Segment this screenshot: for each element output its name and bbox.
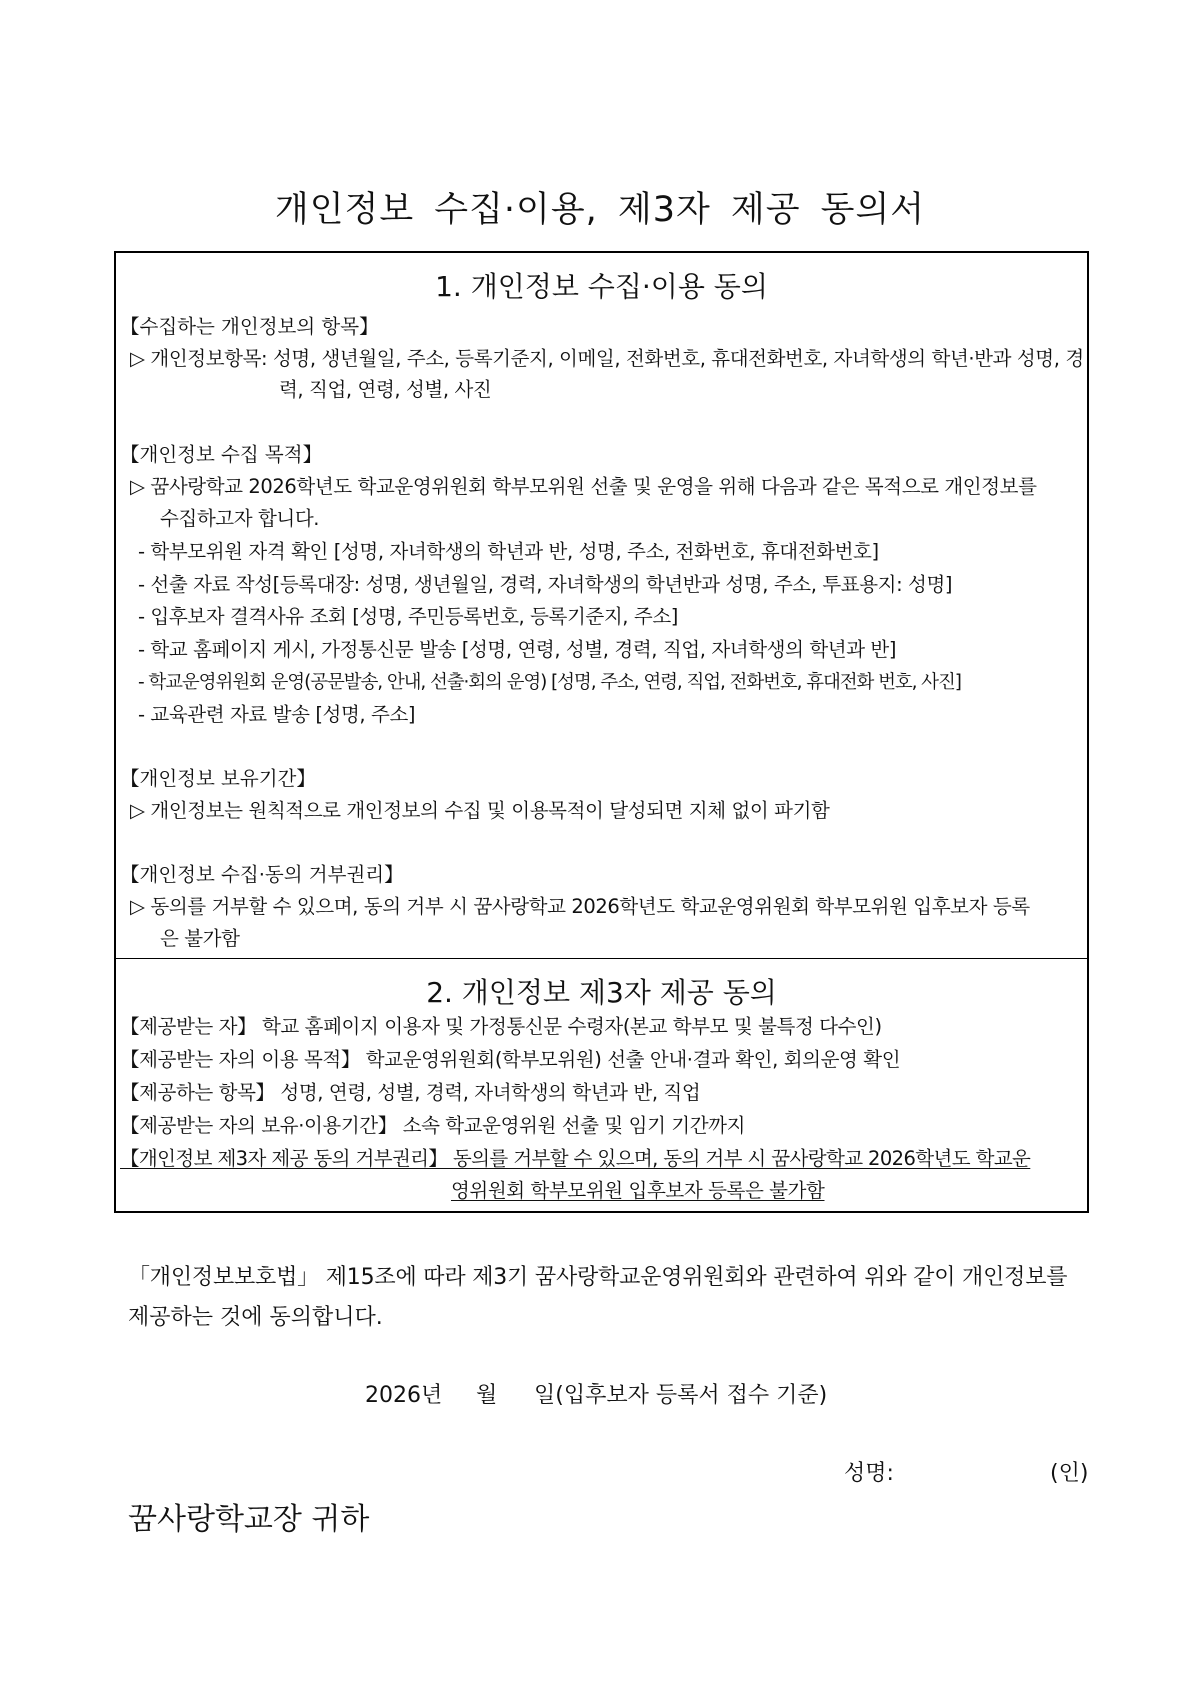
purpose-item: - 교육관련 자료 발송 [성명, 주소] <box>138 703 416 726</box>
consent-statement-line-1: 「개인정보보호법」 제15조에 따라 제3기 꿈사랑학교운영위원회와 관련하여 위와 같이 개인정보를 <box>128 1265 1068 1290</box>
date-year: 2026년 <box>365 1383 443 1408</box>
retention-line: ▷ 개인정보는 원칙적으로 개인정보의 수집 및 이용목적이 달성되면 지체 없이 파기함 <box>130 799 830 822</box>
consent-table <box>114 251 1089 1213</box>
seal-label: (인) <box>1050 1461 1089 1486</box>
refusal-line-2: 은 불가함 <box>160 927 240 950</box>
items-line-2: 력, 직업, 연령, 성별, 사진 <box>279 378 492 401</box>
purpose-item: - 학교운영위원회 운영(공문발송, 안내, 선출·회의 운영) [성명, 주소, 연령, 직업, 전화번호, 휴대전화 번호, 사진] <box>138 672 961 693</box>
recipient-retention-line: 【제공받는 자의 보유·이용기간】 소속 학교운영위원 선출 및 임기 기간까지 <box>120 1114 746 1137</box>
purpose-item: - 학부모위원 자격 확인 [성명, 자녀학생의 학년과 반, 성명, 주소, 전화번호, 휴대전화번호] <box>138 540 879 563</box>
section2-title: 2. 개인정보 제3자 제공 동의 <box>426 976 777 1009</box>
recipient-line: 【제공받는 자】 학교 홈페이지 이용자 및 가정통신문 수령자(본교 학부모 및 불특정 다수인) <box>120 1015 882 1038</box>
recipient-purpose-line: 【제공받는 자의 이용 목적】 학교운영위원회(학부모위원) 선출 안내·결과 확인, 회의운영 확인 <box>120 1048 901 1071</box>
section-divider <box>116 958 1087 959</box>
items-line-1: ▷ 개인정보항목: 성명, 생년월일, 주소, 등록기준지, 이메일, 전화번호, 휴대전화번호, 자녀학생의 학년·반과 성명, 경 <box>130 347 1084 370</box>
third-party-refusal-line-2: 영위원회 학부모위원 입후보자 등록은 불가함 <box>451 1179 825 1202</box>
provided-items-line: 【제공하는 항목】 성명, 연령, 성별, 경력, 자녀학생의 학년과 반, 직업 <box>120 1081 701 1104</box>
document-title: 개인정보 수집·이용, 제3자 제공 동의서 <box>274 190 926 230</box>
purpose-item: - 학교 홈페이지 게시, 가정통신문 발송 [성명, 연령, 성별, 경력, 직업, 자녀학생의 학년과 반] <box>138 638 897 661</box>
items-heading: 【수집하는 개인정보의 항목】 <box>120 315 379 338</box>
date-month: 월 <box>476 1383 498 1408</box>
purpose-item: - 입후보자 결격사유 조회 [성명, 주민등록번호, 등록기준지, 주소] <box>138 605 678 628</box>
addressee: 꿈사랑학교장 귀하 <box>128 1502 370 1537</box>
retention-heading: 【개인정보 보유기간】 <box>120 767 316 790</box>
third-party-refusal-line-1: 【개인정보 제3자 제공 동의 거부권리】 동의를 거부할 수 있으며, 동의 거부 시 꿈사랑학교 2026학년도 학교운 <box>120 1147 1031 1170</box>
purpose-item: - 선출 자료 작성[등록대장: 성명, 생년월일, 경력, 자녀학생의 학년반과 성명, 주소, 투표용지: 성명] <box>138 573 953 596</box>
refusal-heading: 【개인정보 수집·동의 거부권리】 <box>120 863 404 886</box>
section1-title: 1. 개인정보 수집·이용 동의 <box>435 270 768 303</box>
date-day-note: 일(입후보자 등록서 접수 기준) <box>534 1383 828 1408</box>
purpose-line-2: 수집하고자 합니다. <box>160 507 320 530</box>
signature-label: 성명: <box>844 1461 894 1486</box>
refusal-line-1: ▷ 동의를 거부할 수 있으며, 동의 거부 시 꿈사랑학교 2026학년도 학교운영위원회 학부모위원 입후보자 등록 <box>130 895 1030 918</box>
consent-statement-line-2: 제공하는 것에 동의합니다. <box>128 1305 383 1330</box>
purpose-heading: 【개인정보 수집 목적】 <box>120 443 323 466</box>
purpose-line-1: ▷ 꿈사랑학교 2026학년도 학교운영위원회 학부모위원 선출 및 운영을 위해 다음과 같은 목적으로 개인정보를 <box>130 475 1037 498</box>
